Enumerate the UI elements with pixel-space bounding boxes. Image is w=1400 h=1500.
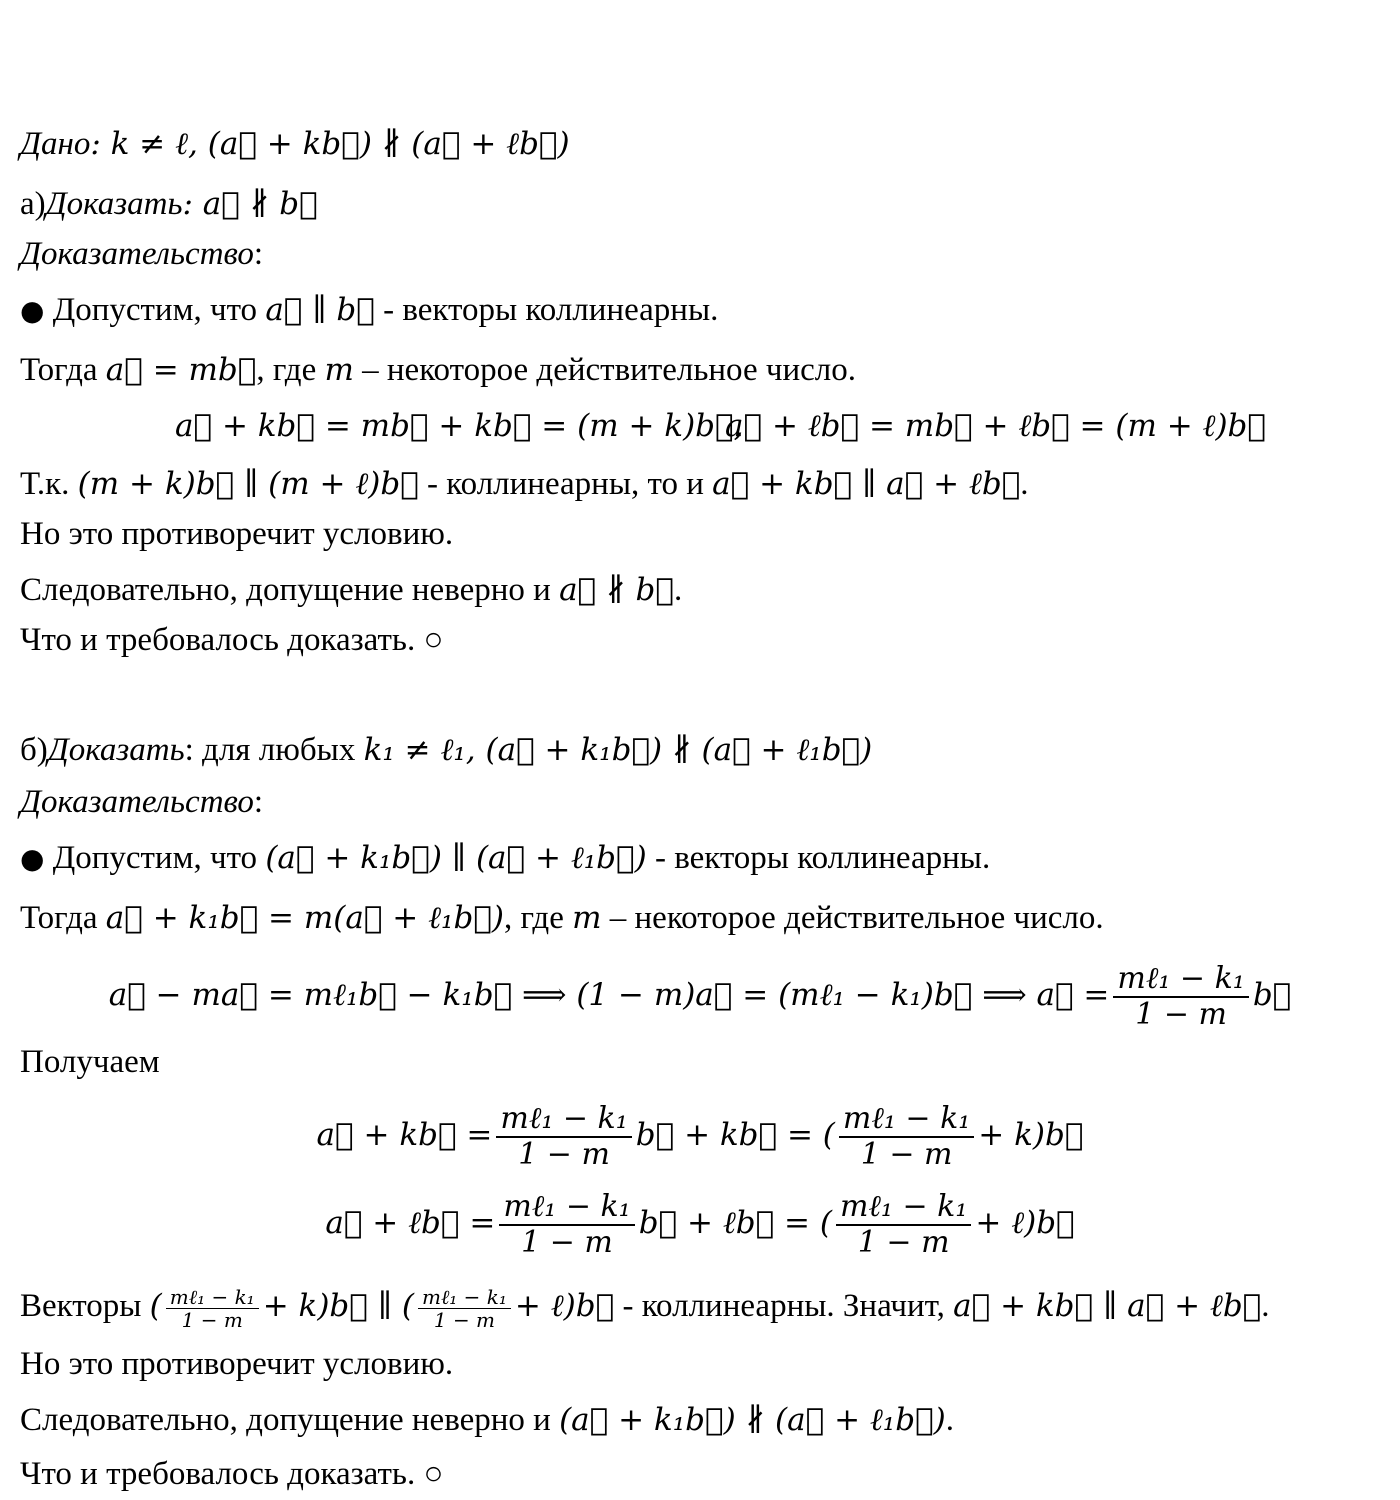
proof-label: Доказательство — [20, 784, 254, 820]
math: a⃗ + ℓb⃗ = — [325, 1205, 496, 1241]
part-b-equation-3 — [0, 1178, 1400, 1268]
part-a-qed: Что и требовалось доказать. ○ — [20, 622, 444, 658]
text: Тогда — [20, 352, 106, 388]
part-b-prefix: б) — [20, 732, 48, 768]
math: k₁ ≠ ℓ₁, (a⃗ + k₁b⃗) ∦ (a⃗ + ℓ₁b⃗) — [363, 732, 873, 768]
text: . — [945, 1402, 955, 1438]
part-a-prove-label: Доказать — [45, 186, 183, 222]
given-label: Дано — [20, 126, 91, 162]
math: m — [324, 352, 354, 388]
text: - векторы коллинеарны. — [646, 840, 991, 876]
text: Векторы — [20, 1288, 150, 1324]
text: : для любых — [184, 732, 364, 768]
part-b-line-5 — [20, 1400, 954, 1440]
text: - коллинеарны, то и — [418, 466, 713, 502]
part-a-proof-heading — [20, 234, 263, 274]
fraction-denominator: 1 − m — [1135, 997, 1227, 1033]
fraction — [1113, 962, 1248, 1032]
part-b-prove-label: Доказать — [47, 732, 185, 768]
text: Допустим, что — [44, 292, 266, 328]
part-b-line-2 — [20, 898, 1104, 938]
text: – некоторое действительное число. — [353, 352, 856, 388]
math: b⃗ + kb⃗ = ( — [635, 1117, 835, 1153]
fraction-denominator: 1 − m — [857, 1225, 950, 1261]
fraction — [496, 1102, 631, 1172]
fraction-numerator: mℓ₁ − k₁ — [418, 1286, 511, 1309]
fraction-numerator: mℓ₁ − k₁ — [839, 1102, 974, 1138]
math: a⃗ ∦ b⃗ — [559, 572, 674, 608]
text: - коллинеарны. Значит, — [614, 1288, 954, 1324]
proof-colon: : — [253, 784, 264, 820]
text: . — [1020, 466, 1029, 502]
math: a⃗ − ma⃗ = mℓ₁b⃗ − k₁b⃗ ⟹ (1 − m)a⃗ = (mℓ₁ − k₁)b⃗ ⟹ a⃗ = — [108, 977, 1110, 1013]
part-a-statement — [20, 184, 318, 224]
fraction — [499, 1190, 634, 1260]
part-a-line-2 — [20, 350, 856, 390]
text: - векторы коллинеарны. — [374, 292, 719, 328]
part-b-line-1 — [20, 838, 990, 878]
text: Т.к. — [20, 466, 78, 502]
part-a-equation-2 — [725, 406, 1266, 446]
part-b-vectors-line — [20, 1276, 1270, 1336]
part-a-prove-expr: : a⃗ ∦ b⃗ — [182, 186, 318, 222]
math: a⃗ + kb⃗ = mb⃗ + kb⃗ = (m + k)b⃗, — [175, 408, 744, 444]
math: m — [572, 900, 602, 936]
math: b⃗ + ℓb⃗ = ( — [638, 1205, 832, 1241]
part-b-equation-1 — [0, 950, 1400, 1040]
math: a⃗ ∥ b⃗ — [265, 292, 375, 328]
text: Допустим, что — [44, 840, 266, 876]
text: , где — [504, 900, 573, 936]
text: . — [1261, 1288, 1270, 1324]
part-a-prefix: а) — [20, 186, 46, 222]
part-b-line-4: Но это противоречит условию. — [20, 1346, 454, 1382]
part-a-line-4: Но это противоречит условию. — [20, 516, 454, 552]
poluchaem-line: Получаем — [20, 1044, 160, 1080]
fraction — [166, 1286, 259, 1331]
math: a⃗ + k₁b⃗ = m(a⃗ + ℓ₁b⃗) — [105, 900, 505, 936]
part-a-equation-1 — [175, 406, 743, 446]
math: + ℓ)b⃗ — [514, 1288, 615, 1324]
given-expression: : k ≠ ℓ, (a⃗ + kb⃗) ∦ (a⃗ + ℓb⃗) — [90, 126, 570, 162]
text: – некоторое действительное число. — [601, 900, 1104, 936]
fraction-numerator: mℓ₁ − k₁ — [166, 1286, 259, 1309]
fraction — [839, 1102, 974, 1172]
fraction-numerator: mℓ₁ − k₁ — [836, 1190, 971, 1226]
part-b-equation-2 — [0, 1090, 1400, 1180]
fraction-denominator: 1 − m — [518, 1137, 610, 1173]
math: (a⃗ + k₁b⃗) ∥ (a⃗ + ℓ₁b⃗) — [265, 840, 647, 876]
bullet-icon: ● — [20, 842, 45, 875]
text: . — [673, 572, 683, 608]
math: a⃗ + kb⃗ ∥ a⃗ + ℓb⃗ — [712, 466, 1021, 502]
text: Следовательно, допущение неверно и — [20, 572, 560, 608]
part-a-line-1 — [20, 290, 718, 330]
part-b-qed: Что и требовалось доказать. ○ — [20, 1456, 444, 1492]
text: Тогда — [20, 900, 106, 936]
part-a-line-3 — [20, 464, 1029, 504]
math: b⃗ — [1252, 977, 1292, 1013]
fraction-numerator: mℓ₁ − k₁ — [496, 1102, 631, 1138]
bullet-icon: ● — [20, 294, 45, 327]
part-b-proof-heading — [20, 782, 263, 822]
part-a-line-5 — [20, 570, 682, 610]
fraction-numerator: mℓ₁ − k₁ — [1113, 962, 1248, 998]
fraction-denominator: 1 − m — [521, 1225, 613, 1261]
text: , где — [256, 352, 325, 388]
math: a⃗ = mb⃗ — [105, 352, 257, 388]
math: (m + k)b⃗ ∥ (m + ℓ)b⃗ — [77, 466, 419, 502]
proof-colon: : — [253, 236, 264, 272]
fraction — [418, 1286, 511, 1331]
fraction — [836, 1190, 971, 1260]
text: Следовательно, допущение неверно и — [20, 1402, 560, 1438]
math: ( — [149, 1288, 162, 1324]
math: a⃗ + kb⃗ ∥ a⃗ + ℓb⃗ — [953, 1288, 1262, 1324]
proof-label: Доказательство — [20, 236, 254, 272]
math: + ℓ)b⃗ — [975, 1205, 1075, 1241]
math: + k)b⃗ ∥ ( — [262, 1288, 414, 1324]
given-line — [20, 124, 570, 164]
math: a⃗ + ℓb⃗ = mb⃗ + ℓb⃗ = (m + ℓ)b⃗ — [725, 408, 1267, 444]
fraction-denominator: 1 − m — [433, 1307, 496, 1332]
fraction-denominator: 1 − m — [181, 1307, 243, 1332]
math: + k)b⃗ — [978, 1117, 1084, 1153]
fraction-numerator: mℓ₁ − k₁ — [499, 1190, 634, 1226]
fraction-denominator: 1 − m — [860, 1137, 953, 1173]
math: a⃗ + kb⃗ = — [316, 1117, 493, 1153]
part-b-statement — [20, 730, 872, 770]
math: (a⃗ + k₁b⃗) ∦ (a⃗ + ℓ₁b⃗) — [559, 1402, 946, 1438]
